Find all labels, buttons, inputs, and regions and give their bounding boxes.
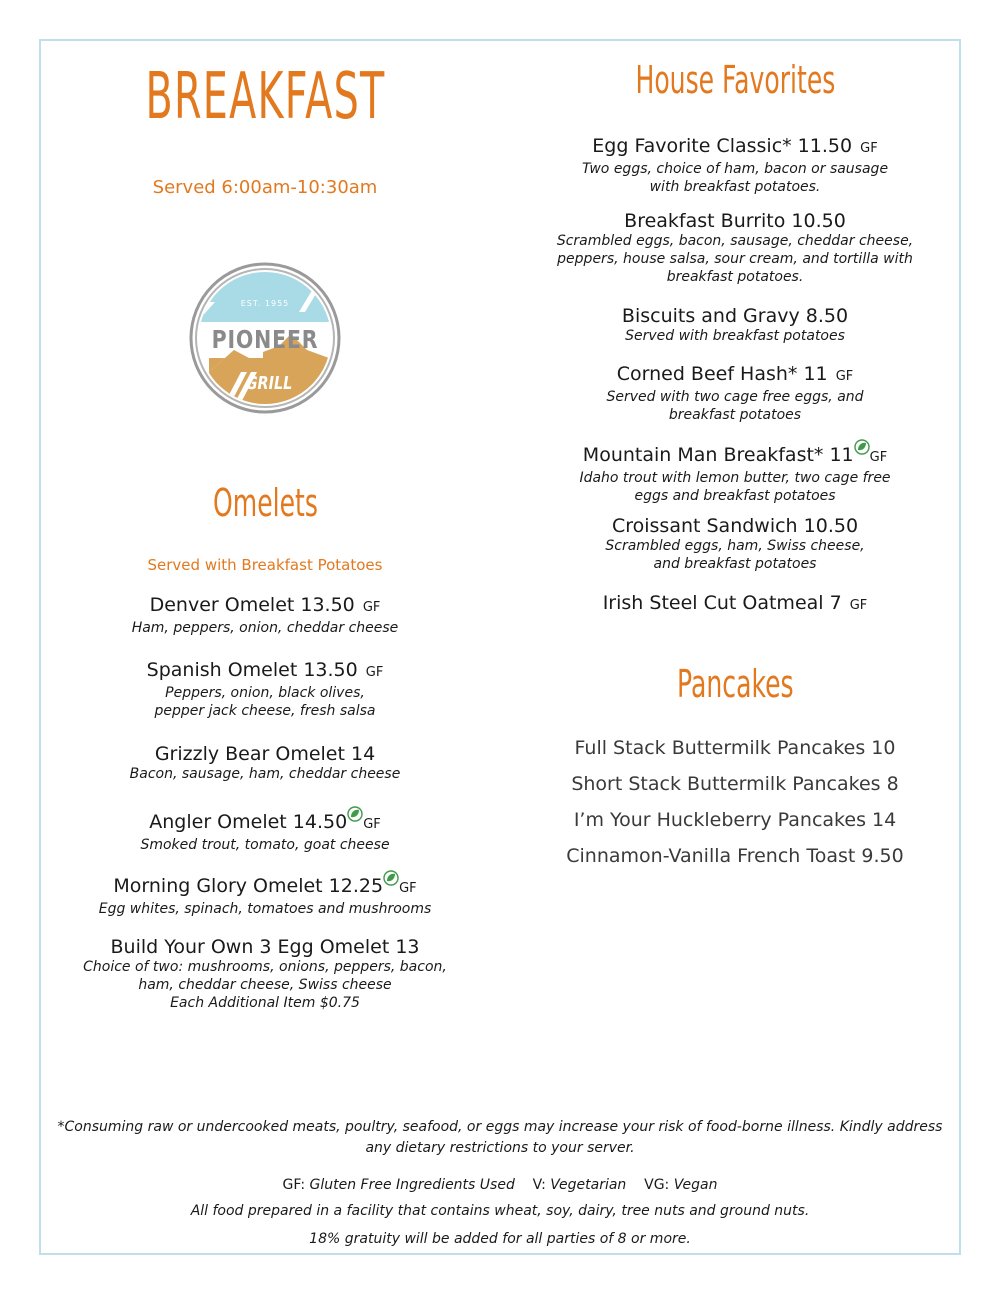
item-name: Egg Favorite Classic* 11.50 (592, 135, 853, 157)
item-name: Morning Glory Omelet 12.25 (113, 875, 384, 897)
gratuity-text: 18% gratuity will be added for all parties of 8 or more. (309, 1231, 691, 1247)
food-safety-warning (50, 1117, 950, 1159)
menu-item (40, 659, 490, 720)
logo-est: EST. 1955 (240, 299, 290, 308)
item-description: Peppers, onion, black olives, (165, 685, 365, 701)
legend-key: GF: (282, 1177, 306, 1193)
item-description: Two eggs, choice of ham, bacon or sausage (581, 161, 889, 177)
service-hours: Served 6:00am-10:30am (152, 177, 378, 198)
item-name: Corned Beef Hash* 11 (616, 363, 828, 385)
item-name: Irish Steel Cut Oatmeal 7 (602, 592, 842, 614)
house-favorites-heading: House Favorites (635, 58, 835, 102)
item-description: peppers, house salsa, sour cream, and tortilla with (557, 251, 913, 267)
item-description: and breakfast potatoes (653, 556, 817, 572)
omelets-heading: Omelets (212, 481, 318, 525)
page-title: BREAKFAST (145, 60, 385, 134)
menu-item (500, 363, 970, 424)
pancakes-heading: Pancakes (676, 662, 794, 706)
logo-word-grill: GRILL (245, 372, 293, 394)
item-description: eggs and breakfast potatoes (634, 488, 836, 504)
leaf-icon (383, 870, 399, 886)
menu-item (40, 806, 490, 854)
item-name: Angler Omelet 14.50 (149, 811, 348, 833)
gf-tag: GF (860, 141, 878, 156)
item-description: Served with breakfast potatoes (625, 328, 845, 344)
menu-item (40, 594, 490, 637)
menu-item (500, 135, 970, 196)
menu-item (500, 515, 970, 573)
menu-item (500, 592, 970, 617)
gf-tag: GF (363, 817, 381, 832)
pancake-item: Cinnamon-Vanilla French Toast 9.50 (566, 845, 904, 867)
menu-item (500, 439, 970, 505)
item-description: Each Additional Item $0.75 (170, 995, 360, 1011)
item-name: Spanish Omelet 13.50 (146, 659, 358, 681)
legend-value: Vegetarian (550, 1177, 627, 1193)
menu-item (500, 305, 970, 345)
warning-line: *Consuming raw or undercooked meats, poultry, seafood, or eggs may increase your risk of food-borne illness. Kindly address (57, 1119, 943, 1135)
leaf-icon (854, 439, 870, 455)
item-description: Scrambled eggs, bacon, sausage, cheddar cheese, (556, 233, 914, 249)
pancake-item: I’m Your Huckleberry Pancakes 14 (573, 809, 897, 831)
item-description: Bacon, sausage, ham, cheddar cheese (129, 766, 401, 782)
menu-item (40, 743, 490, 783)
allergen-notice (50, 1201, 950, 1222)
item-description: breakfast potatoes. (666, 269, 804, 285)
gf-tag: GF (362, 600, 381, 615)
item-description: Idaho trout with lemon butter, two cage free (579, 470, 891, 486)
gratuity-notice (50, 1229, 950, 1250)
legend-key: VG: (644, 1177, 670, 1193)
item-description: pepper jack cheese, fresh salsa (154, 703, 376, 719)
legend-key: V: (532, 1177, 546, 1193)
pioneer-grill-logo (189, 262, 341, 414)
menu-item (40, 936, 490, 1012)
pancake-item: Full Stack Buttermilk Pancakes 10 (574, 737, 896, 759)
gf-tag: GF (399, 881, 417, 896)
item-description: Served with two cage free eggs, and (606, 389, 864, 405)
item-description: ham, cheddar cheese, Swiss cheese (138, 977, 392, 993)
diet-legend (50, 1175, 950, 1196)
item-description: Choice of two: mushrooms, onions, peppers, bacon, (83, 959, 447, 975)
allergen-text: All food prepared in a facility that contains wheat, soy, dairy, tree nuts and ground nuts. (190, 1203, 810, 1219)
item-name: Denver Omelet 13.50 (149, 594, 355, 616)
item-name: Biscuits and Gravy 8.50 (621, 305, 849, 327)
gf-tag: GF (835, 369, 854, 384)
item-name: Grizzly Bear Omelet 14 (154, 743, 376, 765)
gf-tag: GF (869, 450, 888, 465)
menu-item (500, 210, 970, 286)
item-description: Smoked trout, tomato, goat cheese (140, 837, 390, 853)
item-name: Croissant Sandwich 10.50 (611, 515, 859, 537)
item-name: Breakfast Burrito 10.50 (624, 210, 846, 232)
legend-value: Gluten Free Ingredients Used (309, 1177, 515, 1193)
item-name: Build Your Own 3 Egg Omelet 13 (110, 936, 420, 958)
item-description: Egg whites, spinach, tomatoes and mushrooms (98, 901, 432, 917)
menu-item (40, 870, 490, 918)
item-description: with breakfast potatoes. (649, 179, 821, 195)
gf-tag: GF (849, 598, 868, 613)
omelets-subtitle: Served with Breakfast Potatoes (147, 556, 383, 574)
pancake-item: Short Stack Buttermilk Pancakes 8 (571, 773, 899, 795)
item-description: Ham, peppers, onion, cheddar cheese (131, 620, 399, 636)
leaf-icon (347, 806, 363, 822)
item-description: Scrambled eggs, ham, Swiss cheese, (605, 538, 865, 554)
legend-value: Vegan (673, 1177, 718, 1193)
gf-tag: GF (365, 665, 384, 680)
item-name: Mountain Man Breakfast* 11 (582, 444, 854, 466)
item-description: breakfast potatoes (668, 407, 802, 423)
logo-word-pioneer: PIONEER (211, 326, 319, 355)
warning-line: any dietary restrictions to your server. (365, 1140, 635, 1156)
